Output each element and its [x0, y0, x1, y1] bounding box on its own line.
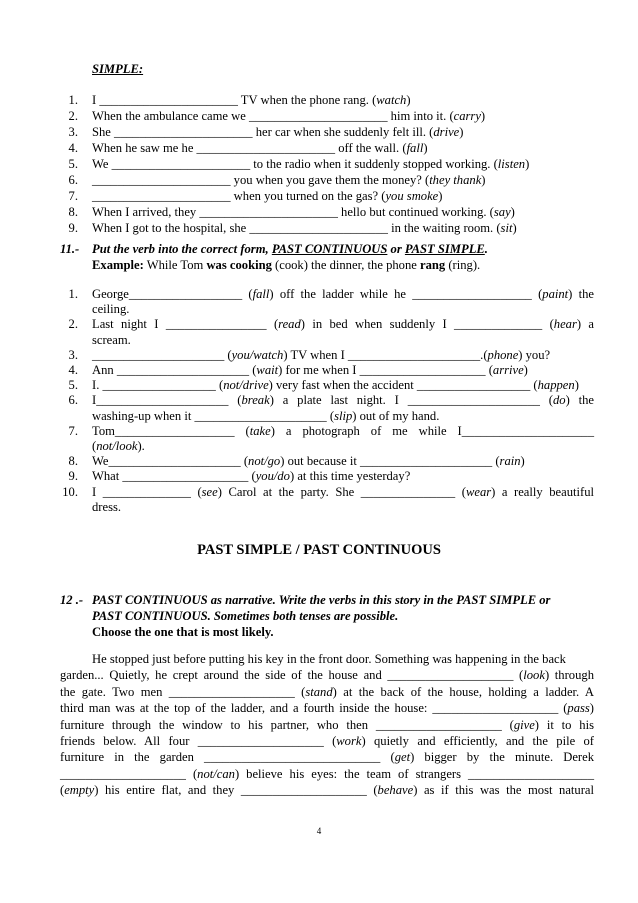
exercise-11-line [60, 438, 594, 454]
exercise-11-line [60, 347, 594, 363]
exercise-11-line [60, 286, 594, 302]
item-text: dress. [92, 499, 122, 514]
item-number: 8. [68, 205, 78, 219]
item-number: 2. [68, 109, 78, 123]
item-text: Tom___________________ (take) a photograph of me while I_____________________ [92, 423, 594, 438]
item-number: 10. [62, 484, 78, 499]
story-line: (empty) his entire flat, and they ____________________ (behave) as if this was the most natural [60, 783, 594, 798]
exercise-11-title-end: . [484, 242, 488, 256]
simple-item [60, 108, 594, 124]
exercise-11-title [60, 241, 600, 257]
item-text: I_____________________ (break) a plate last night. I _____________________ (do) the [92, 393, 594, 408]
story-line: friends below. All four ____________________ (work) quietly and efficiently, and the pile of [60, 734, 594, 748]
example-part-a: While Tom [143, 258, 207, 272]
example-part-e: (ring). [445, 258, 481, 272]
item-number: 3. [68, 347, 78, 362]
simple-item [60, 204, 594, 220]
exercise-11-line [60, 453, 594, 469]
item-text: Last night I ________________ (read) in bed when suddenly I ______________ (hear) a [92, 317, 595, 332]
exercise-11-title-text: Put the verb into the correct form, [92, 242, 272, 256]
exercise-12-number: 12 .- [60, 593, 84, 607]
exercise-11-line [60, 423, 594, 439]
item-text: I. __________________ (not/drive) very fast when the accident __________________ (happen) [92, 378, 579, 393]
item-text: When the ambulance came we ______________________ him into it. (carry) [92, 109, 486, 123]
exercise-11-title-u2: PAST SIMPLE [404, 242, 485, 256]
example-part-b: was cooking [206, 258, 272, 272]
exercise-12-subtitle: Choose the one that is most likely. [92, 625, 274, 639]
example-part-d: rang [420, 258, 446, 272]
story-line: third man was at the top of the ladder, and a fourth inside the house: ____________________ (pass) [60, 701, 594, 716]
item-number: 1. [68, 93, 78, 107]
simple-item [60, 156, 594, 172]
item-text: She ______________________ her car when she suddenly felt ill. (drive) [92, 125, 464, 139]
exercise-11-line [60, 362, 594, 378]
exercise-12-title-line-1: PAST CONTINUOUS as narrative. Write the verbs in this story in the PAST SIMPLE or [92, 593, 551, 607]
exercise-11-line [60, 316, 594, 332]
example-label: Example: [92, 258, 144, 272]
item-number: 5. [68, 378, 78, 393]
story-line: furniture through the window to his partner, who then ____________________ (give) it to his [60, 717, 594, 732]
item-number: 8. [68, 454, 78, 469]
item-text: ceiling. [92, 302, 130, 317]
item-text: George__________________ (fall) off the ladder while he ___________________ (paint) the [92, 287, 594, 301]
exercise-11-line [60, 468, 594, 484]
exercise-11-title-or: or [387, 242, 405, 256]
item-text: ______________________ when you turned on the gas? (you smoke) [92, 189, 443, 203]
item-number: 6. [68, 173, 78, 187]
item-number: 9. [68, 221, 78, 235]
exercise-11-line [60, 392, 594, 408]
item-number: 9. [68, 469, 78, 484]
item-number: 6. [68, 393, 78, 408]
story-line: ____________________ (not/can) believe his eyes: the team of strangers ____________________ [60, 766, 594, 781]
item-text: (not/look). [92, 439, 145, 453]
simple-item [60, 124, 594, 140]
item-number: 4. [68, 363, 78, 377]
exercise-11-line [60, 332, 594, 348]
item-text: washing-up when it _____________________ (slip) out of my hand. [92, 408, 440, 423]
item-text: Ann _____________________ (wait) for me when I ____________________ (arrive) [92, 363, 528, 377]
item-text: When he saw me he ______________________ off the wall. (fall) [92, 141, 428, 155]
exercise-11-line [60, 484, 594, 500]
item-text: _____________________ (you/watch) TV when I _____________________.(phone) you? [92, 347, 551, 362]
item-number: 1. [68, 287, 78, 301]
simple-item [60, 188, 594, 204]
exercise-11-line [60, 408, 594, 424]
item-number: 7. [68, 189, 78, 203]
item-text: I ______________________ TV when the phone rang. (watch) [92, 93, 411, 107]
simple-item [60, 220, 594, 236]
exercise-11-line [60, 301, 594, 317]
simple-header: SIMPLE: [92, 62, 144, 76]
exercise-11-title-u1: PAST CONTINUOUS [271, 242, 388, 256]
exercise-11-line [60, 377, 594, 393]
item-text: What ____________________ (you/do) at this time yesterday? [92, 469, 411, 484]
exercise-11-line [60, 499, 594, 515]
item-text: When I arrived, they ______________________ hello but continued working. (say) [92, 205, 515, 219]
story-line: garden... Quietly, he crept around the side of the house and ____________________ (look) through [60, 668, 594, 683]
exercise-11-example [92, 257, 480, 273]
item-text: ______________________ you when you gave them the money? (they thank) [92, 173, 486, 187]
item-text: I ______________ (see) Carol at the party. She _______________ (wear) a really beautiful [92, 484, 594, 499]
story-line: furniture in the garden ____________________________ (get) bigger by the minute. Derek [60, 750, 594, 765]
page-number: 4 [316, 826, 322, 836]
exercise-11-number: 11.- [60, 242, 80, 256]
simple-item [60, 172, 594, 188]
item-text: We ______________________ to the radio when it suddenly stopped working. (listen) [92, 157, 530, 171]
example-part-c: (cook) the dinner, the phone [271, 258, 421, 272]
section-title: PAST SIMPLE / PAST CONTINUOUS [197, 542, 441, 558]
simple-item [60, 92, 594, 108]
exercise-12-title [60, 592, 594, 640]
item-number: 2. [68, 317, 78, 332]
item-text: We_____________________ (not/go) out because it _____________________ (rain) [92, 454, 525, 469]
item-number: 5. [68, 157, 78, 171]
item-text: When I got to the hospital, she ______________________ in the waiting room. (sit) [92, 221, 517, 235]
item-text: scream. [92, 332, 131, 347]
exercise-12-title-line-2: PAST CONTINUOUS. Sometimes both tenses are possible. [92, 609, 399, 623]
story-line: He stopped just before putting his key in the front door. Something was happening in the back [92, 652, 566, 666]
item-number: 3. [68, 125, 78, 139]
item-number: 4. [68, 141, 78, 155]
simple-item [60, 140, 594, 156]
item-number: 7. [68, 423, 78, 438]
story-line: the gate. Two men ____________________ (stand) at the back of the house, holding a ladder. A [60, 684, 594, 699]
